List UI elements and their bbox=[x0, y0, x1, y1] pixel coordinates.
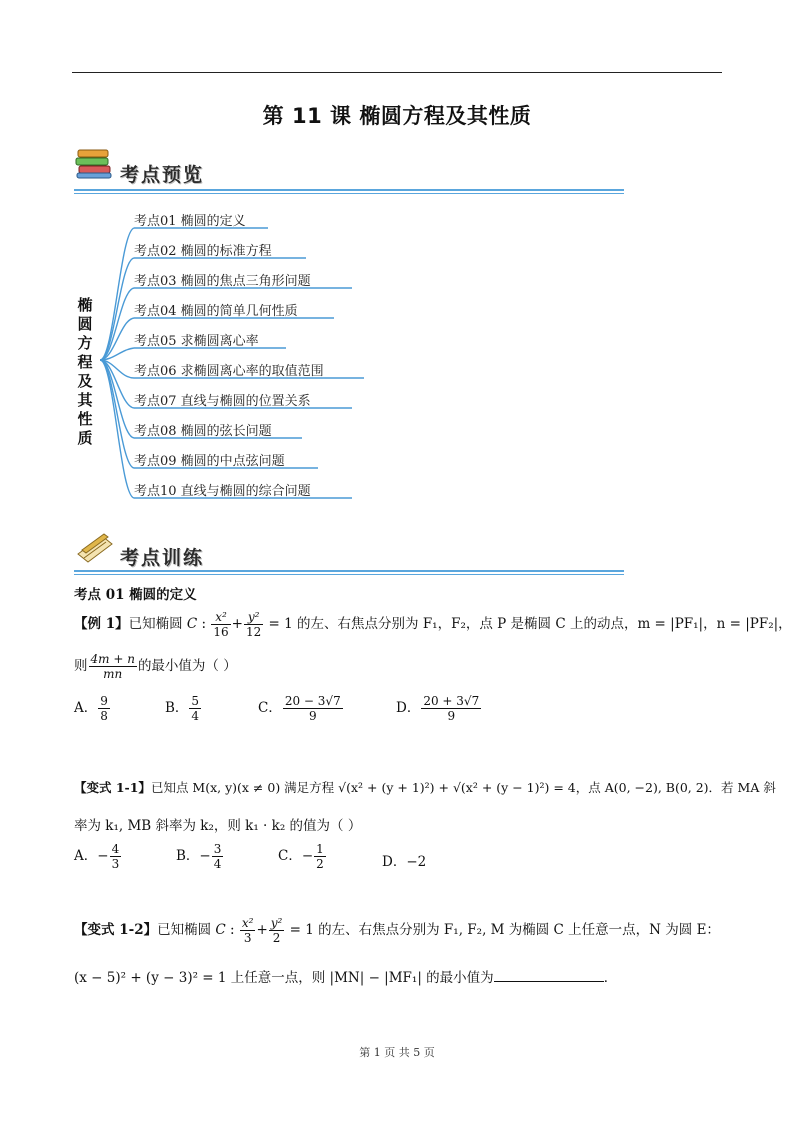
option-d: D． $\frac{20 + 3√7}{9}$ bbox=[396, 694, 480, 723]
section-rule bbox=[74, 189, 624, 191]
variant-tag: 【变式 1-1】 bbox=[74, 780, 151, 795]
option-a: A．− $\frac{4}{3}$ bbox=[74, 842, 120, 871]
fraction: $\frac{\text{x²}}{3}$ bbox=[241, 916, 254, 945]
section-rule-thin bbox=[74, 193, 624, 194]
fraction: $\frac{\text{y²}}{12}$ bbox=[245, 610, 262, 639]
tree-item: 考点08 椭圆的弦长问题 bbox=[134, 424, 272, 439]
tree-root-char: 及 bbox=[77, 372, 93, 390]
fraction: $\frac{\text{y²}}{2}$ bbox=[270, 916, 283, 945]
option-c: C． $\frac{20 - 3√7}{9}$ bbox=[258, 694, 341, 723]
tree-item: 考点10 直线与椭圆的综合问题 bbox=[134, 484, 311, 499]
tree-root-char: 质 bbox=[77, 429, 93, 447]
tree-item: 考点05 求椭圆离心率 bbox=[134, 334, 259, 349]
variant-1-2-line2: (x − 5)² + (y − 3)² = 1 上任意一点，则 |MN| − |MF₁| 的最小值为 ． bbox=[74, 970, 618, 986]
example-1-line1: 【例 1】已知椭圆 C : $\frac{\text{x²}}{16}$ + $\frac{\text{y²}}{12}$ = 1 的左、右焦点分别为 F₁，F₂，点 P 是椭圆 C 上的动点，m = |PF₁|，n = |PF₂|， bbox=[74, 610, 792, 639]
tree-root-char: 椭 bbox=[77, 296, 93, 314]
pencil-icon bbox=[74, 530, 116, 564]
option-a: A． $\frac{9}{8}$ bbox=[74, 694, 108, 723]
variant-1-1-line2: 率为 k₁, MB 斜率为 k₂，则 k₁ · k₂ 的值为（ ） bbox=[74, 818, 362, 834]
option-b: B．− $\frac{3}{4}$ bbox=[176, 842, 222, 871]
tree-item: 考点07 直线与椭圆的位置关系 bbox=[134, 394, 311, 409]
section-title-preview: 考点预览 bbox=[120, 164, 205, 186]
tree-root-char: 方 bbox=[77, 334, 93, 352]
ellipse-var: C bbox=[186, 616, 198, 632]
tree-item: 考点03 椭圆的焦点三角形问题 bbox=[134, 274, 311, 289]
header-rule bbox=[72, 72, 722, 73]
example-1-line2: 则 $\frac{4m + n}{mn}$ 的最小值为（ ） bbox=[74, 652, 237, 681]
equation-rest: = 1 的左、右焦点分别为 F₁，F₂，点 P 是椭圆 C 上的动点，m = |PF₁|，n = |PF₂|， bbox=[264, 616, 792, 632]
answer-blank[interactable] bbox=[494, 969, 604, 982]
tree-root-char: 圆 bbox=[77, 315, 93, 333]
tree-item: 考点04 椭圆的简单几何性质 bbox=[134, 304, 298, 319]
books-icon bbox=[74, 146, 114, 180]
tree-root-char: 其 bbox=[77, 391, 93, 409]
fraction: $\frac{4m + n}{mn}$ bbox=[90, 652, 135, 681]
fraction: $\frac{\text{x²}}{16}$ bbox=[213, 610, 229, 639]
option-d: D．−2 bbox=[382, 854, 427, 870]
variant-tag: 【变式 1-2】 bbox=[74, 922, 158, 938]
tree-item: 考点09 椭圆的中点弦问题 bbox=[134, 454, 285, 469]
tree-item: 考点02 椭圆的标准方程 bbox=[134, 244, 272, 259]
example-intro: 已知椭圆 bbox=[128, 616, 183, 632]
example-tag: 【例 1】 bbox=[74, 616, 129, 632]
variant-1-2-line1: 【变式 1-2】已知椭圆 C : $\frac{\text{x²}}{3}$ + $\frac{\text{y²}}{2}$ = 1 的左、右焦点分别为 F₁, F₂, M 为椭圆 C 上任意一点，N 为圆 E： bbox=[74, 916, 720, 945]
tree-item: 考点06 求椭圆离心率的取值范围 bbox=[134, 364, 324, 379]
tree-root-char: 程 bbox=[77, 353, 93, 371]
subheading: 考点 01 椭圆的定义 bbox=[74, 587, 197, 603]
variant-1-1-line1: 【变式 1-1】已知点 M(x, y)(x ≠ 0) 满足方程 √(x² + (y + 1)²) + √(x² + (y − 1)²) = 4，点 A(0, −2), B(0, 2)．若 MA 斜 bbox=[74, 780, 776, 795]
page-title: 第 11 课 椭圆方程及其性质 bbox=[262, 104, 532, 128]
tree-root-label bbox=[74, 296, 96, 448]
option-c: C．− $\frac{1}{2}$ bbox=[278, 842, 324, 871]
option-b: B． $\frac{5}{4}$ bbox=[165, 694, 200, 723]
tree-root-char: 性 bbox=[77, 410, 93, 428]
section-rule-thin bbox=[74, 574, 624, 575]
section-title-training: 考点训练 bbox=[120, 547, 205, 569]
tree-item: 考点01 椭圆的定义 bbox=[134, 214, 246, 229]
page-footer: 第 1 页 共 5 页 bbox=[359, 1046, 435, 1059]
section-rule bbox=[74, 570, 624, 572]
